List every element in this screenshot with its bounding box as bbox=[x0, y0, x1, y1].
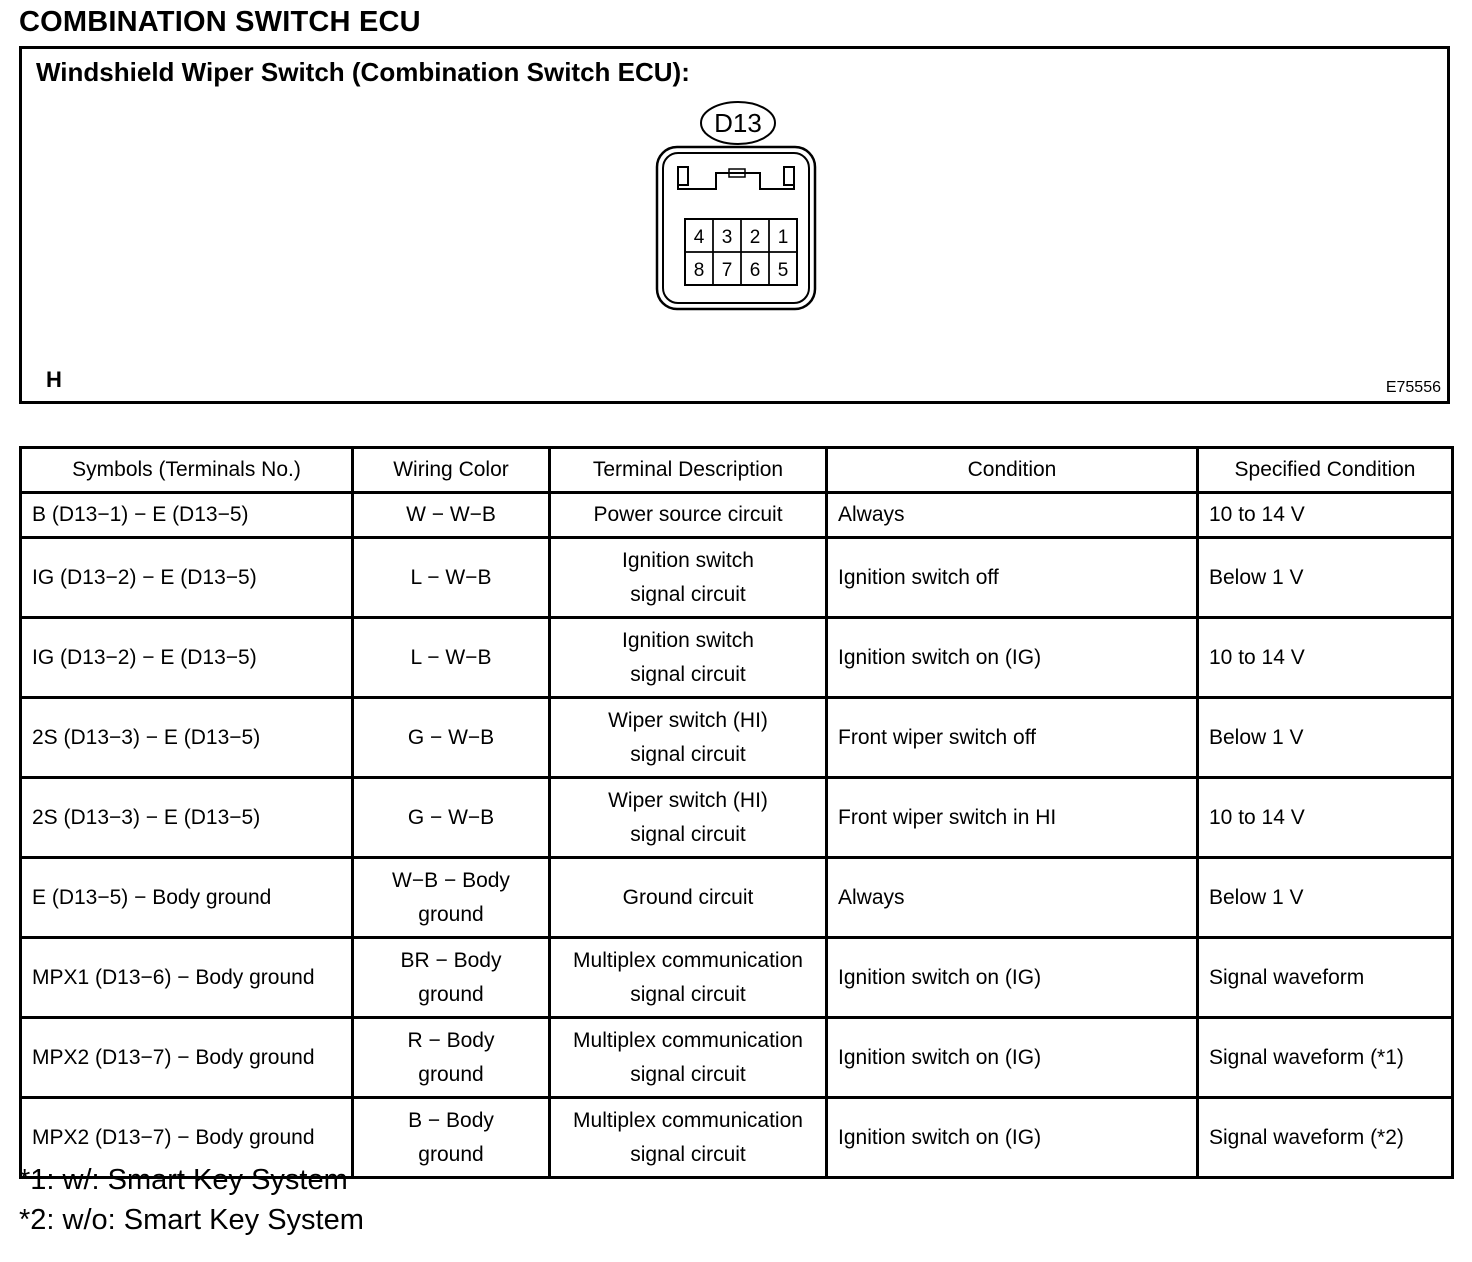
terminal-number: 2 bbox=[749, 227, 761, 248]
table-row bbox=[21, 698, 1453, 778]
wiring-line: BR − Body bbox=[400, 948, 502, 972]
cell-wiring-color: W − W−B bbox=[353, 493, 550, 538]
cell-description: Ground circuit bbox=[550, 858, 827, 938]
cell-condition: Ignition switch on (IG) bbox=[827, 938, 1198, 1018]
footnote: *1: w/: Smart Key System bbox=[19, 1164, 348, 1196]
cell-specified: Signal waveform bbox=[1198, 938, 1453, 1018]
cell-description bbox=[550, 698, 827, 778]
page-title: COMBINATION SWITCH ECU bbox=[19, 6, 421, 38]
cell-symbols: MPX2 (D13−7) − Body ground bbox=[21, 1098, 353, 1178]
footnotes bbox=[19, 1160, 364, 1240]
terminal-grid bbox=[685, 219, 797, 285]
cell-condition: Always bbox=[827, 493, 1198, 538]
cell-symbols: E (D13−5) − Body ground bbox=[21, 858, 353, 938]
description-line: Ignition switch bbox=[622, 548, 754, 572]
wiring-line: ground bbox=[418, 982, 484, 1006]
description-line: signal circuit bbox=[630, 1142, 746, 1166]
cell-specified: 10 to 14 V bbox=[1198, 778, 1453, 858]
table-row bbox=[21, 778, 1453, 858]
description-line: signal circuit bbox=[630, 1062, 746, 1086]
cell-symbols: MPX2 (D13−7) − Body ground bbox=[21, 1018, 353, 1098]
cell-specified: Below 1 V bbox=[1198, 538, 1453, 618]
description-line: signal circuit bbox=[630, 582, 746, 606]
terminal-number: 1 bbox=[777, 227, 789, 248]
table-row bbox=[21, 938, 1453, 1018]
description-line: Multiplex communication bbox=[573, 1108, 803, 1132]
terminal-spec-table bbox=[19, 446, 1454, 1179]
table-row bbox=[21, 538, 1453, 618]
figure-title: Windshield Wiper Switch (Combination Switch ECU): bbox=[36, 57, 690, 87]
cell-symbols: B (D13−1) − E (D13−5) bbox=[21, 493, 353, 538]
cell-specified: 10 to 14 V bbox=[1198, 618, 1453, 698]
header-wiring-color: Wiring Color bbox=[353, 448, 550, 493]
cell-condition: Ignition switch on (IG) bbox=[827, 618, 1198, 698]
description-line: signal circuit bbox=[630, 982, 746, 1006]
cell-condition: Front wiper switch off bbox=[827, 698, 1198, 778]
description-line: Wiper switch (HI) bbox=[608, 788, 768, 812]
wiring-line: ground bbox=[418, 1142, 484, 1166]
cell-wiring-color: L − W−B bbox=[353, 538, 550, 618]
header-specified-condition: Specified Condition bbox=[1198, 448, 1453, 493]
cell-symbols: 2S (D13−3) − E (D13−5) bbox=[21, 778, 353, 858]
cell-wiring-color: G − W−B bbox=[353, 778, 550, 858]
cell-condition: Always bbox=[827, 858, 1198, 938]
cell-wiring-color bbox=[353, 938, 550, 1018]
wiring-line: W−B − Body bbox=[392, 868, 510, 892]
cell-description bbox=[550, 1098, 827, 1178]
header-terminal-description: Terminal Description bbox=[550, 448, 827, 493]
cell-description: Power source circuit bbox=[550, 493, 827, 538]
cell-condition: Front wiper switch in HI bbox=[827, 778, 1198, 858]
connector-figure bbox=[19, 46, 1450, 404]
table-row bbox=[21, 618, 1453, 698]
description-line: Wiper switch (HI) bbox=[608, 708, 768, 732]
cell-symbols: IG (D13−2) − E (D13−5) bbox=[21, 618, 353, 698]
cell-specified: Below 1 V bbox=[1198, 858, 1453, 938]
wiring-line: B − Body bbox=[408, 1108, 494, 1132]
cell-symbols: 2S (D13−3) − E (D13−5) bbox=[21, 698, 353, 778]
table-row bbox=[21, 858, 1453, 938]
terminal-number: 4 bbox=[693, 227, 705, 248]
cell-condition: Ignition switch on (IG) bbox=[827, 1098, 1198, 1178]
cell-specified: Signal waveform (*1) bbox=[1198, 1018, 1453, 1098]
terminal-number: 7 bbox=[721, 260, 733, 281]
cell-wiring-color bbox=[353, 858, 550, 938]
cell-wiring-color bbox=[353, 1018, 550, 1098]
table-header-row bbox=[21, 448, 1453, 493]
description-line: signal circuit bbox=[630, 742, 746, 766]
cell-wiring-color: G − W−B bbox=[353, 698, 550, 778]
wiring-line: ground bbox=[418, 1062, 484, 1086]
cell-specified: 10 to 14 V bbox=[1198, 493, 1453, 538]
wiring-line: R − Body bbox=[407, 1028, 495, 1052]
cell-specified: Signal waveform (*2) bbox=[1198, 1098, 1453, 1178]
wiring-line: ground bbox=[418, 902, 484, 926]
connector-label: D13 bbox=[714, 108, 762, 138]
description-line: signal circuit bbox=[630, 822, 746, 846]
header-symbols: Symbols (Terminals No.) bbox=[21, 448, 353, 493]
cell-description bbox=[550, 538, 827, 618]
terminal-number: 5 bbox=[777, 260, 789, 281]
cell-description bbox=[550, 1018, 827, 1098]
description-line: Ignition switch bbox=[622, 628, 754, 652]
terminal-number: 6 bbox=[749, 260, 761, 281]
header-condition: Condition bbox=[827, 448, 1198, 493]
cell-symbols: MPX1 (D13−6) − Body ground bbox=[21, 938, 353, 1018]
cell-wiring-color: L − W−B bbox=[353, 618, 550, 698]
cell-symbols: IG (D13−2) − E (D13−5) bbox=[21, 538, 353, 618]
connector-diagram bbox=[642, 97, 842, 367]
table-row bbox=[21, 493, 1453, 538]
terminal-number: 3 bbox=[721, 227, 733, 248]
figure-code: E75556 bbox=[1385, 379, 1441, 396]
terminal-number: 8 bbox=[693, 260, 705, 281]
description-line: Multiplex communication bbox=[573, 1028, 803, 1052]
cell-description bbox=[550, 618, 827, 698]
description-line: signal circuit bbox=[630, 662, 746, 686]
footnote: *2: w/o: Smart Key System bbox=[19, 1204, 364, 1236]
figure-corner-label: H bbox=[46, 367, 62, 392]
cell-description bbox=[550, 938, 827, 1018]
cell-condition: Ignition switch on (IG) bbox=[827, 1018, 1198, 1098]
cell-wiring-color bbox=[353, 1098, 550, 1178]
cell-description bbox=[550, 778, 827, 858]
cell-condition: Ignition switch off bbox=[827, 538, 1198, 618]
cell-specified: Below 1 V bbox=[1198, 698, 1453, 778]
table-row bbox=[21, 1018, 1453, 1098]
description-line: Multiplex communication bbox=[573, 948, 803, 972]
